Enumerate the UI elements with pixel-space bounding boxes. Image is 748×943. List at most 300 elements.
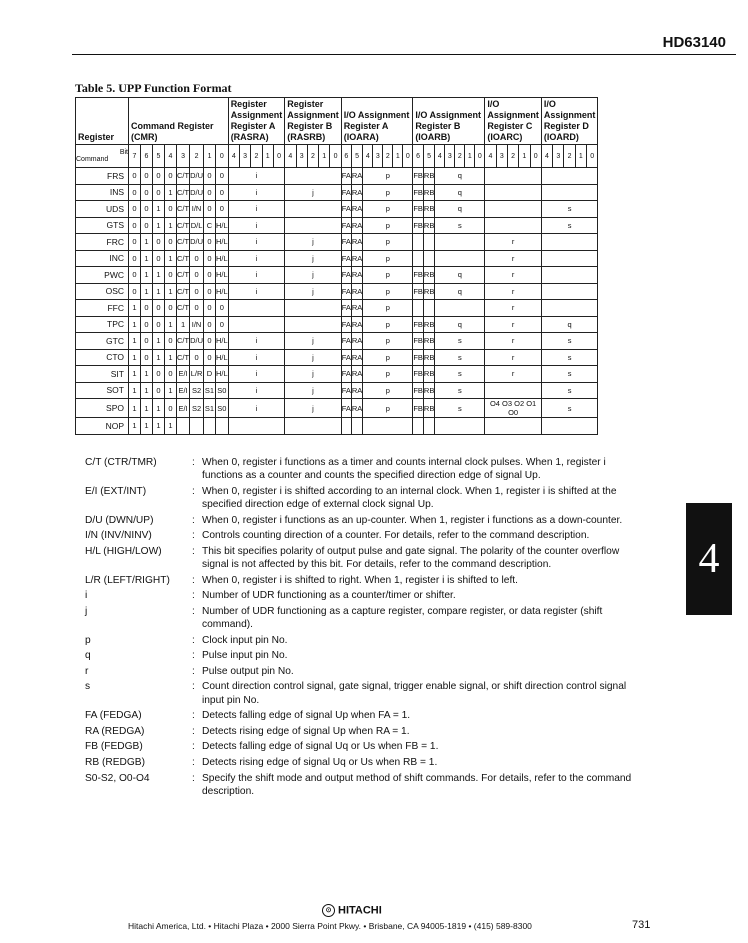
rasrb-value [285,418,342,435]
command-name: GTS [76,217,129,234]
bit-number-rasra: 2 [251,145,262,168]
definition-colon: : [192,545,195,557]
ioarb-fb [413,418,424,435]
table-row [76,168,598,185]
ioara-pin: p [363,333,413,350]
table-row [76,267,598,284]
cmr-bit: 0 [216,201,229,218]
ioara-fa: FA [341,283,351,300]
bit-number-cmr: 4 [165,145,177,168]
ioara-ra: RA [351,366,362,383]
ioara-ra: RA [351,316,362,333]
definition-term: FA (FEDGA) [85,710,142,722]
definition-term: i [85,590,88,602]
definition-term: I/N (INV/NINV) [85,530,152,542]
cmr-bit: 0 [153,300,165,317]
rasrb-value: j [285,283,342,300]
definition-item [85,589,645,602]
bit-number-ioard: 0 [587,145,598,168]
ioara-ra: RA [351,283,362,300]
rasra-value: i [228,234,285,251]
cmr-bit: E/I [177,399,190,418]
cmr-bit: 0 [204,316,216,333]
table-row [76,201,598,218]
definition-item [85,634,645,647]
ioard-value: s [541,349,598,366]
ioara-pin: p [363,217,413,234]
definition-colon: : [192,772,195,784]
cmr-bit: H/L [216,250,229,267]
cmr-bit: 0 [165,300,177,317]
ioarb-pin: s [435,349,485,366]
ioard-value [541,300,598,317]
cmr-bit: 0 [141,316,153,333]
cmr-bit: 0 [216,184,229,201]
ioarb-fb: FB [413,366,424,383]
cmr-bit: H/L [216,283,229,300]
cmr-bit: 1 [165,349,177,366]
rasrb-value [285,201,342,218]
cmr-bit: C/T [177,283,190,300]
cmr-bit: 0 [129,217,141,234]
ioarb-rb: RB [423,267,434,284]
header-rasrb: Register Assignment Register B (RASRB) [285,98,342,145]
cmr-bit: D/U [190,168,204,185]
cmr-bit: 0 [141,201,153,218]
definition-description: This bit specifies polarity of output pulse and gate signal. The polarity of the counter overflow signal is not affected by this bit. For details, refer to the command description. [202,545,620,570]
ioarc-value [485,168,542,185]
cmr-bit: 0 [141,168,153,185]
bit-number-ioarc: 0 [530,145,541,168]
ioara-pin: p [363,349,413,366]
ioarb-fb [413,300,424,317]
rasrb-value: j [285,184,342,201]
cmr-bit: 0 [165,366,177,383]
cmr-bit: C/T [177,217,190,234]
ioarb-pin: s [435,217,485,234]
cmr-bit: 0 [129,234,141,251]
cmr-bit: 0 [216,300,229,317]
ioarc-value [485,382,542,399]
cmr-bit: 0 [165,201,177,218]
cmr-bit: 0 [204,201,216,218]
definition-colon: : [192,485,195,497]
rasrb-value: j [285,366,342,383]
definition-description: Number of UDR functioning as a capture register, compare register, or data register (shift command). [202,605,603,630]
cmr-bit: H/L [216,349,229,366]
cmr-bit: C [204,217,216,234]
cmr-bit: 0 [204,184,216,201]
cmr-bit: 0 [153,366,165,383]
ioarb-pin: q [435,201,485,218]
cmr-bit: D/U [190,234,204,251]
function-format-table [75,97,598,435]
ioara-pin: p [363,234,413,251]
cmr-bit: 0 [190,300,204,317]
ioara-ra: RA [351,250,362,267]
bit-number-rasra: 3 [239,145,250,168]
part-number: HD63140 [662,34,726,51]
cmr-bit: 1 [153,349,165,366]
command-name: SIT [76,366,129,383]
cmr-bit: 1 [153,399,165,418]
cmr-bit: 0 [204,300,216,317]
ioarb-fb: FB [413,283,424,300]
rasrb-value [285,217,342,234]
bit-number-ioarb: 6 [413,145,424,168]
command-name: CTO [76,349,129,366]
ioarc-value: r [485,349,542,366]
cmr-bit: D/U [190,333,204,350]
bit-number-ioarc: 3 [496,145,507,168]
cmr-bit: H/L [216,234,229,251]
cmr-bit: 1 [129,333,141,350]
ioarb-rb: RB [423,217,434,234]
definition-colon: : [192,710,195,722]
cmr-bit: L/R [190,366,204,383]
cmr-bit: 1 [165,418,177,435]
definition-description: Controls counting direction of a counter. For details, refer to the command description. [202,530,590,542]
cmr-bit: 1 [165,316,177,333]
rasra-value: i [228,399,285,418]
ioard-value [541,250,598,267]
rasra-value: i [228,168,285,185]
rasrb-value: j [285,333,342,350]
cmr-bit: 1 [141,382,153,399]
ioara-ra: RA [351,349,362,366]
bit-number-ioara: 5 [351,145,362,168]
ioard-value: s [541,399,598,418]
ioara-fa: FA [341,366,351,383]
ioarb-rb [423,418,434,435]
rasra-value: i [228,333,285,350]
cmr-bit [204,418,216,435]
ioarb-fb: FB [413,184,424,201]
definition-colon: : [192,634,195,646]
ioara-fa: FA [341,333,351,350]
definition-description: Detects falling edge of signal Uq or Us when FB = 1. [202,741,439,753]
ioara-fa: FA [341,201,351,218]
ioara-pin: p [363,283,413,300]
ioarb-pin: q [435,267,485,284]
ioara-fa: FA [341,217,351,234]
bit-number-cmr: 5 [153,145,165,168]
cmr-bit: 0 [204,349,216,366]
table-caption: Table 5. UPP Function Format [75,81,232,95]
cmr-bit: 0 [129,201,141,218]
bit-number-ioara: 1 [393,145,403,168]
ioarb-fb: FB [413,349,424,366]
rasra-value: i [228,283,285,300]
cmr-bit: S1 [204,382,216,399]
cmr-bit: 0 [129,250,141,267]
cmr-bit: 1 [129,316,141,333]
cmr-bit: 1 [141,366,153,383]
cmr-bit: 1 [165,283,177,300]
definition-description: Pulse output pin No. [202,665,294,677]
cmr-bit: S2 [190,382,204,399]
ioara-pin: p [363,382,413,399]
cmr-bit: 0 [129,283,141,300]
definition-term: s [85,681,91,693]
ioard-value [541,234,598,251]
page-header [72,34,736,55]
cmr-bit [177,418,190,435]
bit-number-ioard: 4 [541,145,552,168]
definition-colon: : [192,665,195,677]
cmr-bit: 0 [165,267,177,284]
ioarb-rb: RB [423,316,434,333]
bit-number-ioarb: 3 [445,145,455,168]
definition-description: When 0, register i functions as an up-counter. When 1, register i functions as a down-counter. [202,514,623,526]
cmr-bit: 0 [141,333,153,350]
ioard-value: s [541,201,598,218]
command-label: Command [76,156,109,163]
cmr-bit: 0 [190,349,204,366]
cmr-bit: 1 [153,217,165,234]
ioarc-value: r [485,283,542,300]
ioarb-pin: s [435,382,485,399]
cmr-bit: 1 [153,418,165,435]
bit-number-rasrb: 4 [285,145,296,168]
rasra-value: i [228,250,285,267]
ioara-fa [341,418,351,435]
ioara-ra [351,418,362,435]
cmr-bit: D [204,366,216,383]
ioarc-value: r [485,300,542,317]
ioarb-pin: q [435,283,485,300]
definition-term: S0-S2, O0-O4 [85,772,150,784]
ioarb-rb: RB [423,349,434,366]
table-row [76,399,598,418]
cmr-bit: 1 [141,267,153,284]
ioard-value: s [541,366,598,383]
bit-number-rasrb: 3 [296,145,307,168]
cmr-bit: 1 [129,366,141,383]
cmr-bit: 0 [129,267,141,284]
rasrb-value: j [285,382,342,399]
bit-number-rasrb: 0 [330,145,341,168]
cmr-bit: 1 [165,184,177,201]
cmr-bit: C/T [177,300,190,317]
ioarb-pin: q [435,168,485,185]
definition-item [85,740,645,753]
cmr-bit [216,418,229,435]
cmr-bit: 0 [129,168,141,185]
cmr-bit: C/T [177,201,190,218]
ioara-ra: RA [351,201,362,218]
definition-colon: : [192,590,195,602]
rasra-value: i [228,382,285,399]
cmr-bit: 1 [129,300,141,317]
ioard-value: q [541,316,598,333]
header-ioarc: I/O Assignment Register C (IOARC) [485,98,542,145]
rasrb-value [285,316,342,333]
ioara-ra: RA [351,267,362,284]
ioara-ra: RA [351,168,362,185]
ioard-value: s [541,382,598,399]
ioarb-pin [435,250,485,267]
bit-number-rasra: 0 [273,145,284,168]
rasrb-value: j [285,399,342,418]
ioard-value [541,267,598,284]
bit-number-cmr: 1 [204,145,216,168]
bit-number-ioarc: 1 [519,145,530,168]
cmr-bit: C/T [177,267,190,284]
cmr-bit: 0 [204,267,216,284]
definitions-list [85,456,645,800]
table-row [76,217,598,234]
bit-number-rasrb: 2 [307,145,318,168]
definition-term: FB (FEDGB) [85,741,143,753]
bit-number-ioard: 2 [564,145,575,168]
bit-number-cmr: 3 [177,145,190,168]
ioara-ra: RA [351,217,362,234]
ioarb-pin: s [435,333,485,350]
bit-label-cell [76,145,129,168]
ioara-pin: p [363,168,413,185]
ioarb-fb: FB [413,316,424,333]
header-register: Register [76,98,129,145]
ioarb-fb: FB [413,399,424,418]
ioarb-pin: q [435,184,485,201]
ioard-value: s [541,217,598,234]
ioara-ra: RA [351,184,362,201]
cmr-bit: C/T [177,333,190,350]
cmr-bit: 0 [190,267,204,284]
cmr-bit: H/L [216,333,229,350]
command-name: GTC [76,333,129,350]
definition-item [85,680,645,706]
ioarb-pin [435,234,485,251]
bit-number-ioard: 1 [575,145,586,168]
header-ioara: I/O Assignment Register A (IOARA) [341,98,413,145]
cmr-bit: 0 [165,333,177,350]
cmr-bit: 0 [216,168,229,185]
definition-term: RB (REDGB) [85,756,145,768]
cmr-bit: 0 [153,316,165,333]
ioarb-rb [423,300,434,317]
cmr-bit: 1 [129,418,141,435]
command-name: INC [76,250,129,267]
cmr-bit: 0 [141,217,153,234]
definition-colon: : [192,574,195,586]
cmr-bit: E/I [177,382,190,399]
table-header-row [76,98,598,145]
cmr-bit: 0 [190,250,204,267]
definition-description: Detects falling edge of signal Up when FA = 1. [202,710,411,722]
cmr-bit: 1 [141,418,153,435]
page-number: 731 [632,919,651,931]
cmr-bit: S2 [190,399,204,418]
definition-description: Detects rising edge of signal Up when RA = 1. [202,725,410,737]
cmr-bit: 1 [177,316,190,333]
table-row [76,250,598,267]
rasrb-value [285,300,342,317]
definition-item [85,574,645,587]
ioarb-fb: FB [413,267,424,284]
command-name: NOP [76,418,129,435]
definition-term: L/R (LEFT/RIGHT) [85,574,170,586]
ioara-pin: p [363,300,413,317]
ioarb-rb [423,250,434,267]
cmr-bit: S0 [216,382,229,399]
cmr-bit: C/T [177,234,190,251]
section-tab: 4 [686,503,732,615]
ioarb-fb: FB [413,168,424,185]
cmr-bit: 0 [153,234,165,251]
cmr-bit: 1 [141,234,153,251]
cmr-bit: 1 [153,201,165,218]
bit-number-ioard: 3 [553,145,564,168]
ioarb-rb: RB [423,399,434,418]
ioara-pin: p [363,250,413,267]
table-row [76,418,598,435]
definition-colon: : [192,457,195,468]
definition-term: p [85,634,91,646]
definition-item [85,485,645,511]
footer-address: Hitachi America, Ltd. • Hitachi Plaza • 2000 Sierra Point Pkwy. • Brisbane, CA 94005-1819 • (415) 589-8300 [128,921,532,931]
bit-number-cmr: 6 [141,145,153,168]
definition-colon: : [192,514,195,526]
ioara-pin: p [363,201,413,218]
ioarb-rb: RB [423,184,434,201]
ioarb-rb: RB [423,168,434,185]
ioara-fa: FA [341,250,351,267]
table-body [76,145,598,435]
cmr-bit: 0 [165,399,177,418]
definition-description: Number of UDR functioning as a counter/timer or shifter. [202,590,456,602]
cmr-bit: 0 [141,184,153,201]
definition-item [85,665,645,678]
bit-number-cmr: 7 [129,145,141,168]
ioara-fa: FA [341,184,351,201]
ioara-pin: p [363,184,413,201]
bit-number-ioara: 0 [403,145,413,168]
cmr-bit: 0 [204,234,216,251]
command-name: OSC [76,283,129,300]
cmr-bit: S0 [216,399,229,418]
ioarc-value [485,184,542,201]
definition-colon: : [192,681,195,693]
cmr-bit: 1 [141,283,153,300]
rasra-value [228,418,285,435]
cmr-bit: C/T [177,349,190,366]
table-row [76,283,598,300]
definition-term: C/T (CTR/TMR) [85,457,157,468]
definition-colon: : [192,605,195,617]
ioarc-value: O4 O3 O2 O1 O0 [485,399,542,418]
definition-colon: : [192,725,195,737]
ioarb-rb [423,234,434,251]
definition-description: Pulse input pin No. [202,650,288,662]
rasra-value: i [228,366,285,383]
definition-item [85,649,645,662]
cmr-bit: 1 [141,250,153,267]
cmr-bit: 0 [190,283,204,300]
ioarb-pin [435,300,485,317]
definition-term: H/L (HIGH/LOW) [85,545,162,557]
rasra-value [228,316,285,333]
logo-text: HITACHI [338,904,382,917]
rasra-value: i [228,217,285,234]
ioarb-pin: s [435,366,485,383]
definition-description: When 0, register i is shifted according to an internal clock. When 1, register i is shifted at the specified direction edge of external clock signal Up. [202,485,617,510]
ioara-pin: p [363,399,413,418]
rasra-value: i [228,267,285,284]
ioarb-fb: FB [413,201,424,218]
ioara-pin: p [363,316,413,333]
